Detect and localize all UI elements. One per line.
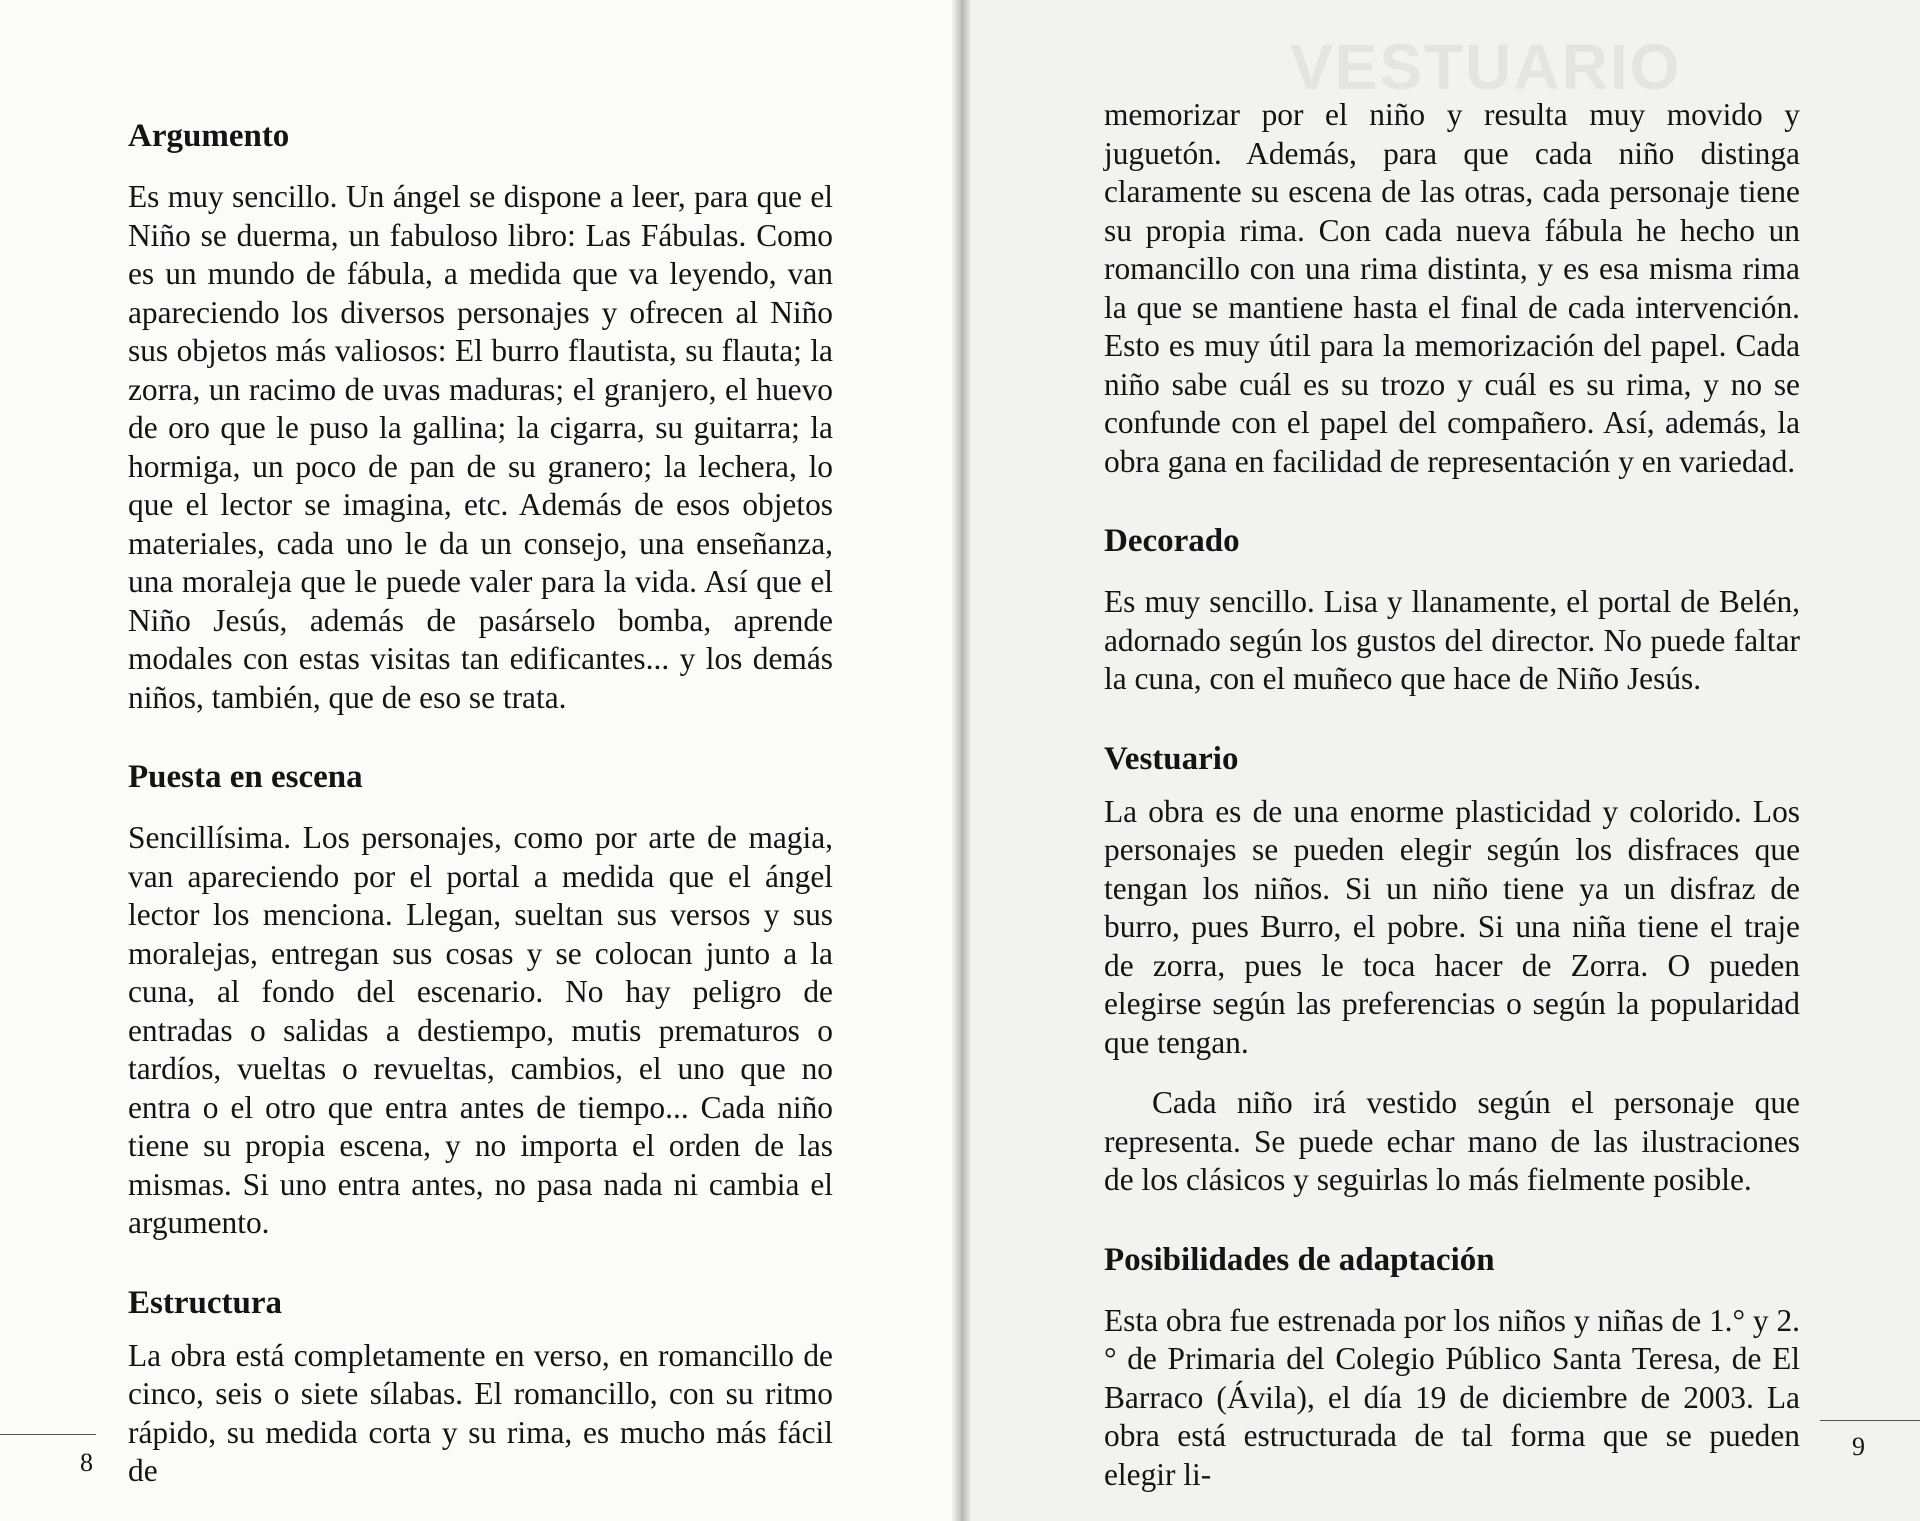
heading-argumento: Argumento (128, 118, 290, 154)
bleed-through-title: VESTUARIO (1290, 31, 1682, 103)
paragraph-continuation: memorizar por el niño y resulta muy movido y juguetón. Además, para que cada niño distinga claramente su escena de las otras, cada personaje tiene su propia rima. Con cada nueva fábula he hecho un romancillo con una rima distinta, y es esa misma rima la que se mantiene hasta el final de cada intervención. Esto es muy útil para la memorización del papel. Cada niño sabe cuál es su trozo y cuál es su rima, y no se confunde con el papel del compañero. Así, además, la obra gana en facilidad de representación y en variedad. (1104, 97, 1800, 479)
page-number-rule (0, 1434, 96, 1435)
left-page (0, 0, 952, 1521)
paragraph-argumento: Es muy sencillo. Un ángel se dispone a leer, para que el Niño se duerma, un fabuloso libro: Las Fábulas. Como es un mundo de fábula, a medida que va leyendo, van apareciendo los diversos personajes y ofrecen al Niño sus objetos más valiosos: El burro flautista, su flauta; la zorra, un racimo de uvas maduras; el granjero, el huevo de oro que le puso la gallina; la cigarra, su guitarra; la hormiga, un poco de pan de su granero; la lechera, lo que el lector se imagina, etc. Además de esos objetos materiales, cada uno le da un consejo, una enseñanza, una moraleja que le puede valer para la vida. Así que el Niño Jesús, además de pasárselo bomba, aprende modales con estas visitas tan edificantes... y los demás niños, también, que de eso se trata. (128, 179, 833, 715)
paragraph-puesta-en-escena: Sencillísima. Los personajes, como por arte de magia, van apareciendo por el portal a medida que el ángel lector los menciona. Llegan, sueltan sus versos y sus moralejas, entregan sus cosas y se colocan junto a la cuna, al fondo del escenario. No hay peligro de entradas o salidas a destiempo, mutis prematuros o tardíos, vueltas o revueltas, cambios, el uno que no entra o el otro que entra antes de tiempo... Cada niño tiene su propia escena, y no importa el orden de las mismas. Si uno entra antes, no pasa nada ni cambia el argumento. (128, 820, 833, 1240)
heading-decorado: Decorado (1104, 523, 1240, 559)
heading-posibilidades-de-adaptacion: Posibilidades de adaptación (1104, 1241, 1495, 1278)
page-number-right: 9 (1852, 1432, 1865, 1461)
paragraph-posibilidades-de-adaptacion: Esta obra fue estrenada por los niños y niñas de 1.° y 2.° de Primaria del Colegio Público Santa Teresa, de El Barraco (Ávila), el día 19 de diciembre de 2003. La obra está estructurada de tal forma que se pueden elegir li- (1104, 1302, 1801, 1492)
heading-vestuario: Vestuario (1104, 740, 1239, 777)
page-number-left: 8 (80, 1448, 93, 1477)
paragraph-vestuario-1: La obra es de una enorme plasticidad y colorido. Los personajes se pueden elegir según los disfraces que tengan los niños. Si un niño tiene ya un disfraz de burro, pues Burro, el pobre. Si una niña tiene el traje de zorra, pues le toca hacer de Zorra. O pueden elegirse según las preferencias o según la popularidad que tengan. (1104, 793, 1800, 1060)
left-page-text (128, 116, 833, 1491)
paragraph-estructura: La obra está completamente en verso, en romancillo de cinco, seis o siete sílabas. El romancillo, con su ritmo rápido, su medida corta y su rima, es mucho más fácil de (128, 1337, 833, 1488)
paragraph-vestuario-2: Cada niño irá vestido según el personaje que representa. Se puede echar mano de las ilustraciones de los clásicos y seguirlas lo más fielmente posible. (1104, 1085, 1800, 1197)
right-page-text (1104, 96, 1800, 1494)
book-gutter (952, 0, 970, 1521)
paragraph-decorado: Es muy sencillo. Lisa y llanamente, el portal de Belén, adornado según los gustos del director. No puede faltar la cuna, con el muñeco que hace de Niño Jesús. (1104, 584, 1800, 696)
heading-estructura: Estructura (128, 1284, 282, 1321)
page-number-rule (1820, 1420, 1920, 1421)
right-page (970, 0, 1920, 1521)
heading-puesta-en-escena: Puesta en escena (128, 759, 363, 795)
